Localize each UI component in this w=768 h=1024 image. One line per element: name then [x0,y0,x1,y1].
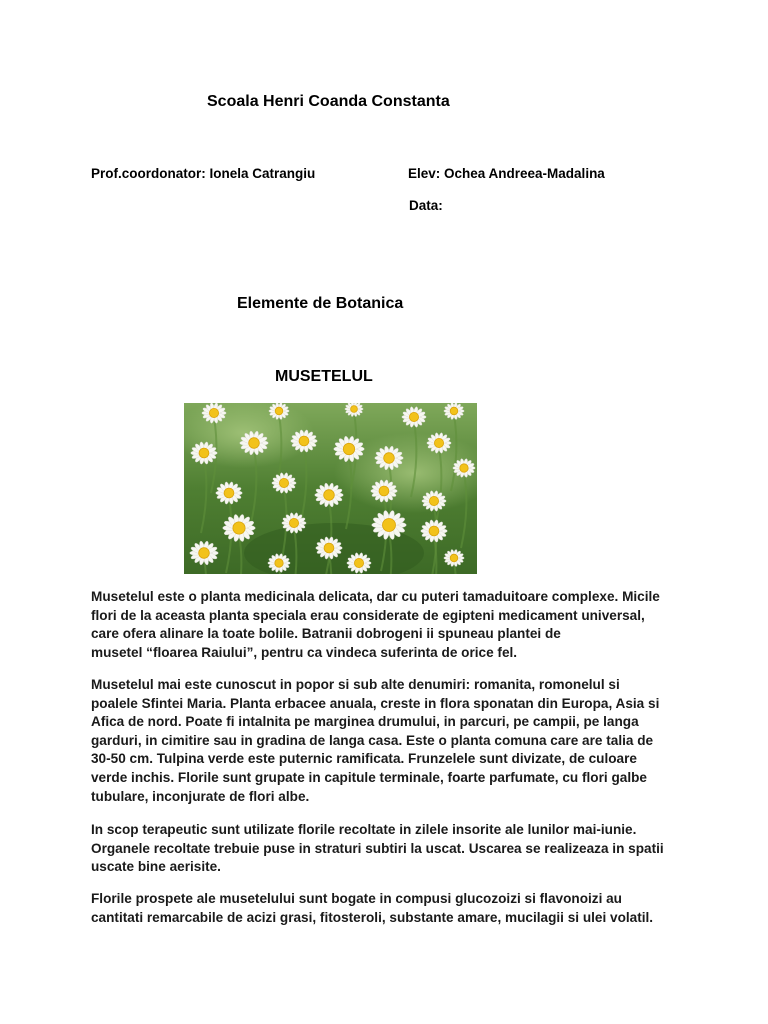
paragraph-line: tubulare, inconjurate de flori albe. [91,788,310,804]
paragraph-line: Musetelul mai este cunoscut in popor si sub alte denumiri: romanita, romonelul si [91,677,620,692]
paragraph-line: flori de la aceasta planta speciala erau considerate de egipteni medicament universal, [91,607,645,623]
coordinator-line: Prof.coordonator: Ionela Catrangiu [91,166,316,181]
paragraph-line: care ofera alinare la toate bolile. Batranii dobrogeni ii spuneau plantei de [91,626,561,642]
chamomile-photo [184,403,477,574]
paragraph-3 [91,821,681,877]
paragraph-line: In scop terapeutic sunt utilizate florile recoltate in zilele insorite ale lunilor mai-iunie. [91,822,637,837]
paragraph-line: Florile prospete ale musetelului sunt bogate in compusi glucozoizi si flavonoizi au [91,891,622,906]
paragraph-line: uscate bine aerisite. [91,859,221,875]
school-name: Scoala Henri Coanda Constanta [207,93,450,110]
paragraph-line: 30-50 cm. Tulpina verde este puternic ramificata. Frunzelele sunt divizate, de culoare [91,751,637,767]
paragraph-line: garduri, in cimitire sau in gradina de langa casa. Este o planta comuna care are talia de [91,732,654,748]
date-label: Data: [409,198,443,213]
student-line: Elev: Ochea Andreea-Madalina [408,166,605,181]
paragraph-line: Organele recoltate trebuie puse in straturi subtiri la uscat. Uscarea se realizeaza in spatii [91,840,664,856]
paragraph-line: verde inchis. Florile sunt grupate in capitule terminale, foarte parfumate, cu flori galbe [91,769,647,785]
paragraph-line: cantitati remarcabile de acizi grasi, fitosteroli, substante amare, mucilagii si ulei volatil. [91,909,654,925]
subject-title: Elemente de Botanica [237,295,404,312]
chamomile-flowers-icon [184,403,477,574]
paragraph-line: musetel “floarea Raiului”, pentru ca vindeca suferinta de orice fel. [91,644,518,660]
paragraph-line: Afica de nord. Poate fi intalnita pe marginea drumului, in parcuri, pe campii, pe langa [91,714,639,730]
paragraph-line: Musetelul este o planta medicinala delicata, dar cu puteri tamaduitoare complexe. Micile [91,589,660,604]
paragraph-1 [91,588,681,662]
paragraph-line: poalele Sfintei Maria. Planta erbacee anuala, creste in flora sponatan din Europa, Asia si [91,695,660,711]
paragraph-2 [91,676,681,806]
document-heading: MUSETELUL [275,368,373,385]
paragraph-4 [91,890,681,927]
